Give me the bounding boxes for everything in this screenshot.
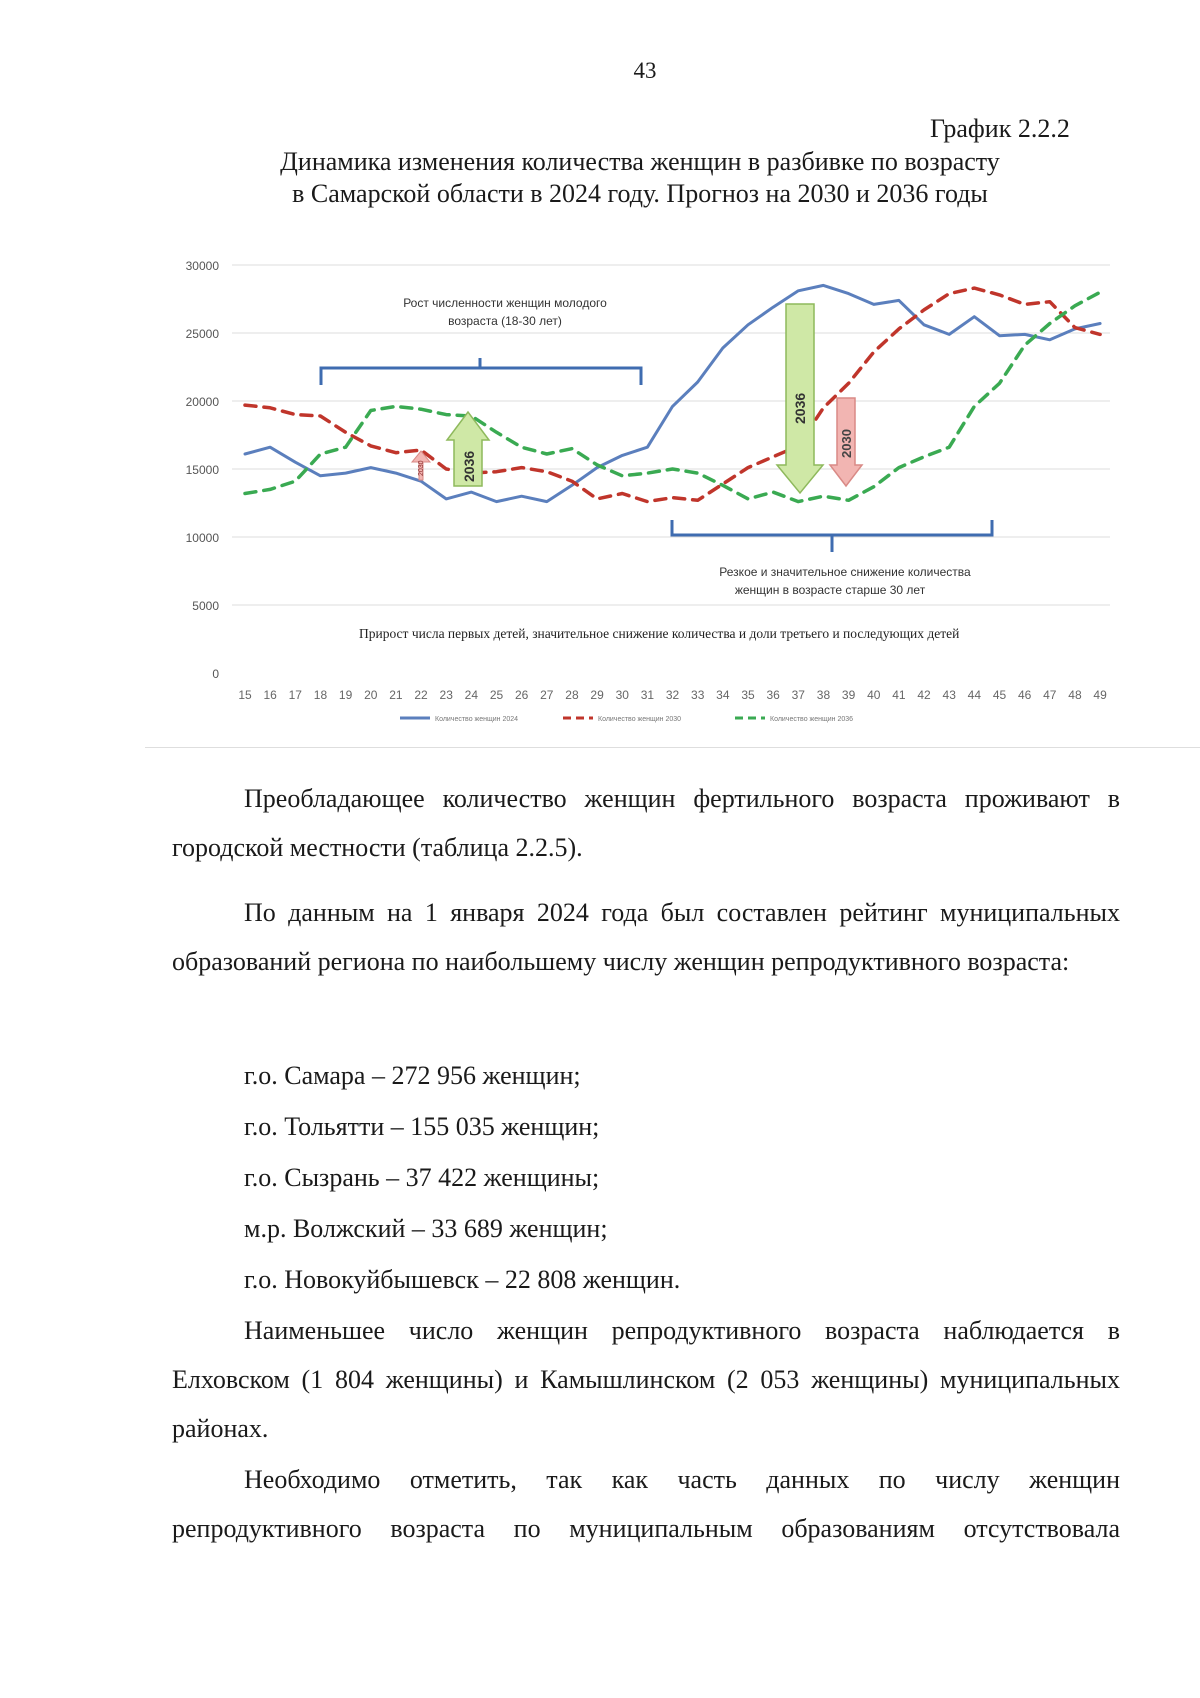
y-axis-ticks	[186, 259, 220, 681]
legend-label: Количество женщин 2036	[770, 716, 854, 723]
x-tick-label: 33	[691, 688, 705, 702]
section-divider	[145, 747, 1200, 748]
x-tick-label: 46	[1017, 688, 1032, 702]
decline-brace	[672, 520, 992, 552]
young-growth-label-line-1: Рост численности женщин молодого	[403, 296, 607, 310]
y-tick-label: 15000	[185, 463, 219, 477]
y-tick-label: 10000	[185, 531, 219, 545]
y-tick-label: 30000	[185, 259, 219, 273]
arrow-2036-down-label: 2036	[792, 392, 808, 424]
list-item: г.о. Сызрань – 37 422 женщины;	[244, 1163, 600, 1192]
x-tick-label: 45	[992, 688, 1007, 702]
paragraph-4: Необходимо отметить, так как часть данных по числу женщин репродуктивного возраста по муниципальным образованиям отсутствовала	[172, 1465, 1120, 1543]
x-axis-ticks	[238, 688, 1107, 702]
x-tick-label: 49	[1093, 688, 1107, 702]
page-number: 43	[633, 58, 657, 83]
x-tick-label: 16	[263, 688, 277, 702]
series-line-3	[245, 292, 1100, 501]
y-tick-label: 20000	[185, 395, 219, 409]
x-tick-label: 17	[288, 688, 302, 702]
x-tick-label: 25	[489, 688, 504, 702]
x-tick-label: 35	[741, 688, 755, 702]
x-tick-label: 36	[766, 688, 780, 702]
paragraph-1: Преобладающее количество женщин фертильного возраста проживают в городской местности (таблица 2.2.5).	[172, 784, 1120, 862]
x-tick-label: 37	[791, 688, 805, 702]
x-tick-label: 24	[464, 688, 479, 702]
x-tick-label: 44	[967, 688, 982, 702]
figure-label: График 2.2.2	[930, 114, 1070, 143]
first-children-note: Прирост числа первых детей, значительное снижение количества и доли третьего и последующих детей	[359, 626, 960, 641]
chart-title-line-2: в Самарской области в 2024 году. Прогноз на 2030 и 2036 годы	[292, 179, 988, 208]
x-tick-label: 15	[238, 688, 252, 702]
line-chart	[0, 240, 1200, 740]
chart-title-line-1: Динамика изменения количества женщин в разбивке по возрасту	[280, 147, 1000, 176]
paragraph-3: Наименьшее число женщин репродуктивного возраста наблюдается в Елховском (1 804 женщины) и Камышлинском (2 053 женщины) муниципальных районах.	[172, 1316, 1120, 1443]
x-tick-label: 22	[414, 688, 428, 702]
x-tick-label: 27	[540, 688, 554, 702]
x-tick-label: 43	[942, 688, 956, 702]
x-tick-label: 30	[615, 688, 629, 702]
chart-grid	[232, 265, 1110, 605]
x-tick-label: 18	[313, 688, 328, 702]
y-tick-label: 0	[212, 667, 219, 681]
arrow-2036-up-label: 2036	[461, 450, 477, 482]
x-tick-label: 38	[816, 688, 831, 702]
x-tick-label: 26	[514, 688, 529, 702]
y-tick-label: 25000	[185, 327, 219, 341]
x-tick-label: 32	[665, 688, 680, 702]
x-tick-label: 41	[892, 688, 906, 702]
x-tick-label: 34	[716, 688, 730, 702]
chart-title	[160, 146, 1120, 210]
arrow-2036-down	[777, 304, 823, 493]
x-tick-label: 40	[867, 688, 881, 702]
arrow-2030-down	[830, 398, 862, 486]
x-tick-label: 29	[590, 688, 604, 702]
arrow-2030-up-label: 2030	[418, 460, 425, 476]
x-tick-label: 20	[364, 688, 378, 702]
chart-legend	[400, 716, 853, 723]
decline-label-line-2: женщин в возрасте старше 30 лет	[734, 583, 926, 597]
x-tick-label: 48	[1068, 688, 1082, 702]
paragraph-2: По данным на 1 января 2024 года был составлен рейтинг муниципальных образований региона по наибольшему числу женщин репродуктивного возраста:	[172, 898, 1120, 976]
list-item: г.о. Новокуйбышевск – 22 808 женщин.	[244, 1265, 681, 1294]
y-tick-label: 5000	[192, 599, 219, 613]
decline-label-line-1: Резкое и значительное снижение количества	[719, 565, 971, 579]
x-tick-label: 28	[565, 688, 579, 702]
list-item: м.р. Волжский – 33 689 женщин;	[244, 1214, 608, 1243]
young-growth-brace	[321, 358, 641, 385]
x-tick-label: 42	[917, 688, 931, 702]
x-tick-label: 31	[640, 688, 655, 702]
x-tick-label: 19	[338, 688, 353, 702]
list-item: г.о. Тольятти – 155 035 женщин;	[244, 1112, 600, 1141]
legend-label: Количество женщин 2024	[435, 716, 519, 723]
x-tick-label: 23	[439, 688, 453, 702]
arrow-2030-down-label: 2030	[839, 429, 854, 458]
x-tick-label: 21	[389, 688, 403, 702]
young-growth-label-line-2: возраста (18-30 лет)	[448, 314, 562, 328]
list-item: г.о. Самара – 272 956 женщин;	[244, 1061, 581, 1090]
legend-label: Количество женщин 2030	[598, 716, 682, 723]
x-tick-label: 39	[841, 688, 856, 702]
x-tick-label: 47	[1043, 688, 1057, 702]
